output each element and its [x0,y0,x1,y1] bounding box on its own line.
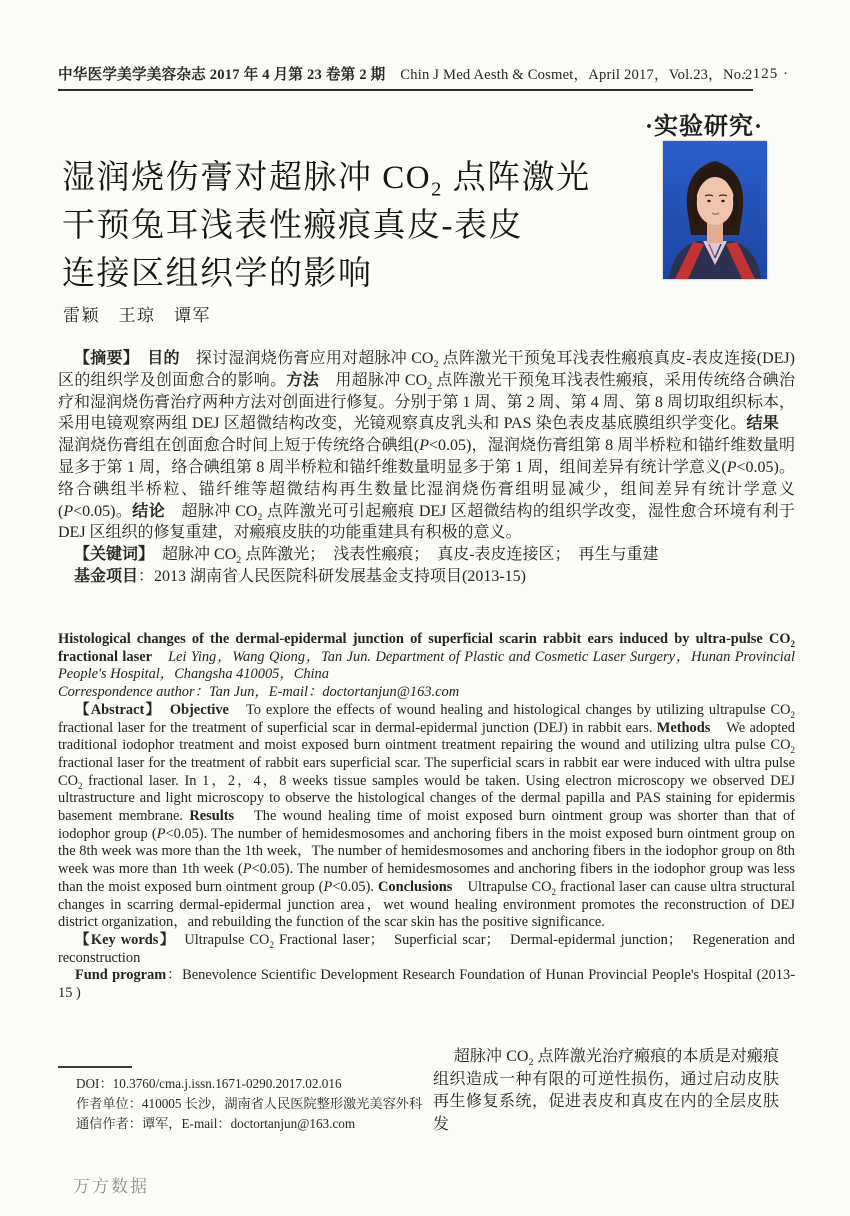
abstract-cn: 【摘要】 目的 探讨湿润烧伤膏应用对超脉冲 $CO_2$ 点阵激光干预兔耳浅表性瘢痕真皮-表皮连接(DEJ)区的组织学及创面愈合的影响。方法 用超脉冲 $CO_2$ 点阵激光干预兔耳浅表性瘢痕，采用传统络合碘治疗和湿润烧伤膏治疗两种方法对创面进行修复。分别于第 1 周、第 2 周、第 4 周、第 8 周切取组织标本，采用电镜观察两组 DEJ 区超微结构改变，光镜观察真皮乳头和 PAS 染色表皮基底膜组织学变化。结果 湿润烧伤膏组在创面愈合时间上短于传统络合碘组(P<0.05)，湿润烧伤膏组第 8 周半桥粒和锚纤维数量明显多于第 1 周，络合碘组第 8 周半桥粒和锚纤维数量明显多于第 1 周，组间差异有统计学意义(P<0.05)。络合碘组半桥粒、锚纤维等超微结构再生数量比湿润烧伤膏组明显减少，组间差异有统计学意义(P<0.05)。结论 超脉冲 $CO_2$ 点阵激光可引起瘢痕 DEJ 区超微结构的组织学改变，湿性愈合环境有利于 DEJ 区组织的修复重建，对瘢痕皮肤的功能重建具有积极的意义。 [58,350,795,542]
footnote-correspondence: 通信作者：谭军，E-mail：doctortanjun@163.com [76,1116,356,1131]
article-title [62,154,662,298]
chinese-abstract-block [58,348,795,588]
author-photo [663,141,767,279]
section-label: ·实验研究· [645,114,764,140]
fund-cn: 基金项目：2013 湖南省人民医院科研发展基金支持项目(2013-15) [74,567,527,585]
title-line-2: 干预兔耳浅表性瘢痕真皮-表皮 [62,208,523,244]
footnote-affiliation: 作者单位：410005 长沙，湖南省人民医院整形激光美容外科 [76,1096,423,1111]
intro-paragraph: 超脉冲 $CO_2$ 点阵激光治疗瘢痕的本质是对瘢痕组织造成一种有限的可逆性损伤，通过启动皮肤再生修复系统，促进表皮和真皮在内的全层皮肤发 [433,1048,779,1133]
fund-en: Fund program：Benevolence Scientific Development Research Foundation of Hunan Provincial People's Hospital (2013-15 ) [58,967,795,1002]
journal-header: 中华医学美学美容杂志 2017 年 4 月第 23 卷第 2 期 Chin J Med Aesth & Cosmet，April 2017，Vol.23，No.2 [58,63,753,91]
authors-line: 雷颖 王琼 谭军 [63,306,211,325]
page-number: · 125 · [742,66,789,82]
watermark: 万方数据 [73,1177,149,1196]
footnote-block [76,1074,428,1134]
footnote-divider [58,1066,132,1068]
keywords-cn: 【关键词】 超脉冲 $CO_2$ 点阵激光； 浅表性瘢痕； 真皮-表皮连接区； 再生与重建 [74,546,659,567]
correspondence-en: Correspondence author：Tan Jun，E-mail：doctortanjun@163.com [58,684,460,701]
abstract-en: 【Abstract】 Objective To explore the effects of wound healing and histological changes by utilizing ultrapulse $CO_2$ fractional laser for the treatment of superficial scar in dermal-epidermal junction (DEJ) in rabbit ears. Methods We adopted traditional iodophor treatment and moist exposed burn ointment treatment repairing the wound and utilizing ultra pulse $CO_2$ fractional laser for the treatment of rabbit ears superficial scar. The superficial scars in rabbit ear were induced with ultra pulse $CO_2$ fractional laser. In 1，2，4，8 weeks tissue samples would be taken. Using electron microscopy we observed DEJ ultrastructure and light microscopy to observe the histological changes of the dermal papilla and PAS staining for epidermis basement membrane. Results The wound healing time of moist exposed burn ointment group was shorter than that of iodophor group (P<0.05). The number of hemidesmosomes and anchoring fibers in the moist exposed burn ointment group on the 8th week was more than the 1th week，The number of hemidesmosomes and anchoring fibers in the iodophor group on 8th week was more than 1th week (P<0.05). The number of hemidesmosomes and anchoring fibers in the iodophor group was less than the moist exposed burn ointment group (P<0.05). Conclusions Ultrapulse $CO_2$ fractional laser can cause ultra structural changes in scarring dermal-epidermal junction area，wet wound healing environment promotes the reconstruction of DEJ district organization，and rebuilding the function of the scar skin has the positive significance. [58,701,796,931]
keywords-en: 【Key words】 Ultrapulse $CO_2$ Fractional laser； Superficial scar； Dermal-epidermal junction； Regeneration and reconstruction [58,931,795,966]
title-line-3: 连接区组织学的影响 [62,256,373,292]
footnote-doi: DOI：10.3760/cma.j.issn.1671-0290.2017.02.016 [76,1076,342,1091]
title-line-1: 湿润烧伤膏对超脉冲 $CO_2$ 点阵激光 [62,160,591,201]
portrait-illustration [663,141,767,279]
english-abstract-block [58,631,795,1003]
title-en: Histological changes of the dermal-epidermal junction of superficial scarin rabbit ears induced by ultra-pulse $CO_2$ fractional laser Lei Ying，Wang Qiong，Tan Jun. Department of Plastic and Cosmetic Laser Surgery，Hunan Provincial People's Hospital，Changsha 410005，China [58,631,795,683]
